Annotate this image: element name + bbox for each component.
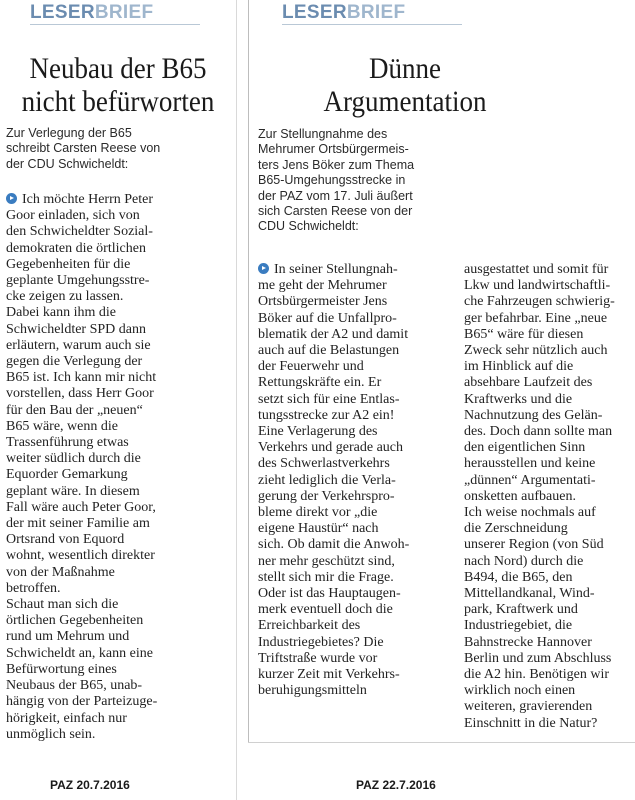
text-line: Mehrumer Ortsbürgermeis- [258, 142, 409, 157]
source-citation-right: PAZ 22.7.2016 [356, 778, 436, 792]
text-line: In seiner Stellungnah- [274, 262, 398, 277]
text-line: Dabei kann ihm die [6, 305, 117, 321]
text-line: Gegebenheiten für die [6, 256, 131, 272]
text-line: eigene Haustür“ nach [258, 521, 379, 537]
headline [12, 52, 224, 118]
text-line: bleme direkt vor „die [258, 505, 378, 521]
text-line: sich Carsten Reese von der [258, 204, 413, 219]
text-line: stellt sich mir die Frage. [258, 569, 394, 585]
text-line: hängig von der Parteizuge- [6, 694, 158, 710]
text-line: der mit seiner Familie am [6, 516, 150, 532]
text-line: Industriegebiet, die [464, 618, 573, 634]
text-line: gerung der Verkehrspro- [258, 488, 395, 504]
text-line: herausstellen und keine [464, 456, 596, 472]
text-line: die A2 hin. Benötigen wir [464, 667, 610, 683]
text-line: Kraftwerks und die [464, 391, 573, 407]
section-tag [30, 2, 200, 25]
text-line: Befürwortung eines [6, 661, 117, 677]
column-divider [236, 0, 237, 800]
text-line: zieht lediglich die Verla- [258, 472, 396, 488]
body-text [6, 192, 230, 743]
body-text-column-1 [258, 262, 456, 699]
text-line: Neubaus der B65, unab- [6, 678, 143, 694]
headline-line: Neubau der B65 [29, 52, 207, 85]
text-line: hörigkeit, einfach nur [6, 710, 127, 726]
text-line: Oder ist das Hauptaugen- [258, 586, 401, 602]
text-line: Böker auf die Unfallpro- [258, 310, 397, 326]
headline [266, 52, 545, 118]
text-line: betroffen. [6, 580, 61, 596]
text-line: Schwicheldt an, kann eine [6, 645, 153, 661]
intro-text [6, 126, 226, 172]
intro-text [258, 127, 458, 235]
text-line: park, Kraftwerk und [464, 602, 578, 618]
text-line: merk eventuell doch die [258, 602, 393, 618]
play-bullet-icon [6, 193, 17, 204]
text-line: tungsstrecke zur A2 ein! [258, 407, 395, 423]
text-line: im Hinblick auf die [464, 359, 574, 375]
text-line: weiter südlich durch die [6, 451, 141, 467]
text-line: ters Jens Böker zum Thema [258, 157, 415, 172]
text-line: weiteren, gravierenden [464, 699, 593, 715]
text-line: kurzer Zeit mit Verkehrs- [258, 667, 400, 683]
body-text-column-2 [464, 262, 634, 732]
text-line: den Schwicheldter Sozial- [6, 224, 153, 240]
text-line: Eine Verlagerung des [258, 424, 378, 440]
text-line: Schaut man sich die [6, 597, 119, 613]
text-line: beruhigungsmitteln [258, 683, 367, 699]
text-line: Mittellandkanal, Wind- [464, 586, 595, 602]
section-tag [282, 2, 462, 25]
text-line: örtlichen Gegebenheiten [6, 613, 144, 629]
text-line: Zweck sehr nützlich auch [464, 343, 608, 359]
text-line: geplant wäre. In diesem [6, 483, 140, 499]
text-line: Ich weise nochmals auf [464, 505, 596, 521]
text-line: B65-Umgehungsstrecke in [258, 173, 406, 188]
headline-line: Dünne [369, 52, 441, 85]
text-line: Industriegebietes? Die [258, 634, 384, 650]
text-line: Erreichbarkeit des [258, 618, 361, 634]
text-line: B494, die B65, den [464, 569, 573, 585]
text-line: der CDU Schwicheldt: [6, 156, 129, 171]
text-line: Nachnutzung des Gelän- [464, 407, 603, 423]
text-line: unserer Region (von Süd [464, 537, 604, 553]
text-line: wirklich noch einen [464, 683, 576, 699]
text-line: schreibt Carsten Reese von [6, 141, 161, 156]
text-line: Bahnstrecke Hannover [464, 634, 592, 650]
text-line: der Feuerwehr und [258, 359, 364, 375]
text-line: „dünnen“ Argumentati- [464, 472, 596, 488]
text-line: Ich möchte Herrn Peter [22, 192, 153, 207]
text-line: B65 wäre, wenn die [6, 418, 118, 434]
headline-line: Argumentation [323, 85, 487, 118]
text-line: Rettungskräfte ein. Er [258, 375, 382, 391]
text-line: Lkw und landwirtschaftli- [464, 278, 611, 294]
text-line: unmöglich sein. [6, 726, 96, 742]
text-line: B65“ wäre für diesen [464, 326, 584, 342]
text-line: Berlin und zum Abschluss [464, 650, 612, 666]
text-line: ner mehr geschützt sind, [258, 553, 395, 569]
text-line: che Fahrzeugen schwierig- [464, 294, 615, 310]
text-line: sich. Ob damit die Anwoh- [258, 537, 410, 553]
text-line: Trassenführung etwas [6, 435, 129, 451]
text-line: blematik der A2 und damit [258, 326, 409, 342]
headline-line: nicht befürworten [21, 85, 215, 118]
text-line: ausgestattet und somit für [464, 262, 609, 277]
text-line: für den Bau der „neuen“ [6, 402, 143, 418]
text-line: demokraten die örtlichen [6, 240, 146, 256]
text-line: Ortsrand von Equord [6, 532, 125, 548]
text-line: Schwicheldter SPD dann [6, 321, 146, 337]
text-line: nach Nord) durch die [464, 553, 584, 569]
text-line: vorstellen, dass Herr Goor [6, 386, 154, 402]
section-tag-part2: BRIEF [346, 2, 406, 23]
text-line: den eigentlichen Sinn [464, 440, 586, 456]
text-line: B65 ist. Ich kann mir nicht [6, 370, 157, 386]
section-tag-part1: LESER [282, 2, 347, 23]
text-line: Verkehrs und gerade auch [258, 440, 403, 456]
text-line: Einschnitt in die Natur? [464, 715, 598, 731]
text-line: Equorder Gemarkung [6, 467, 128, 483]
text-line: geplante Umgehungsstre- [6, 273, 150, 289]
text-line: des. Doch dann sollte man [464, 424, 613, 440]
text-line: erläutern, warum auch sie [6, 337, 151, 353]
text-line: Fall wäre auch Peter Goor, [6, 499, 156, 515]
text-line: auch auf die Belastungen [258, 343, 400, 359]
text-line: onsketten aufbauen. [464, 488, 576, 504]
text-line: Triftstraße wurde vor [258, 650, 378, 666]
text-line: der PAZ vom 17. Juli äußert [258, 188, 413, 203]
section-tag-part1: LESER [30, 2, 95, 23]
source-citation-left: PAZ 20.7.2016 [50, 778, 130, 792]
text-line: Goor einladen, sich von [6, 208, 140, 224]
text-line: CDU Schwicheldt: [258, 219, 359, 234]
section-tag-part2: BRIEF [94, 2, 154, 23]
text-line: wohnt, wesentlich direkter [6, 548, 155, 564]
right-article-frame-bottom [248, 742, 635, 743]
text-line: die Zerschneidung [464, 521, 568, 537]
right-article-frame-left [248, 0, 249, 742]
text-line: ger befahrbar. Eine „neue [464, 310, 608, 326]
text-line: gegen die Verlegung der [6, 354, 143, 370]
text-line: von der Maßnahme [6, 564, 115, 580]
text-line: Ortsbürgermeister Jens [258, 294, 388, 310]
text-line: des Schwerlastverkehrs [258, 456, 390, 472]
text-line: rund um Mehrum und [6, 629, 130, 645]
text-line: setzt sich für eine Entlas- [258, 391, 400, 407]
text-line: Zur Stellungnahme des [258, 127, 388, 141]
text-line: cke zeigen zu lassen. [6, 289, 124, 305]
text-line: absehbare Laufzeit des [464, 375, 593, 391]
play-bullet-icon [258, 263, 269, 274]
text-line: me geht der Mehrumer [258, 278, 387, 294]
text-line: Zur Verlegung der B65 [6, 126, 132, 140]
